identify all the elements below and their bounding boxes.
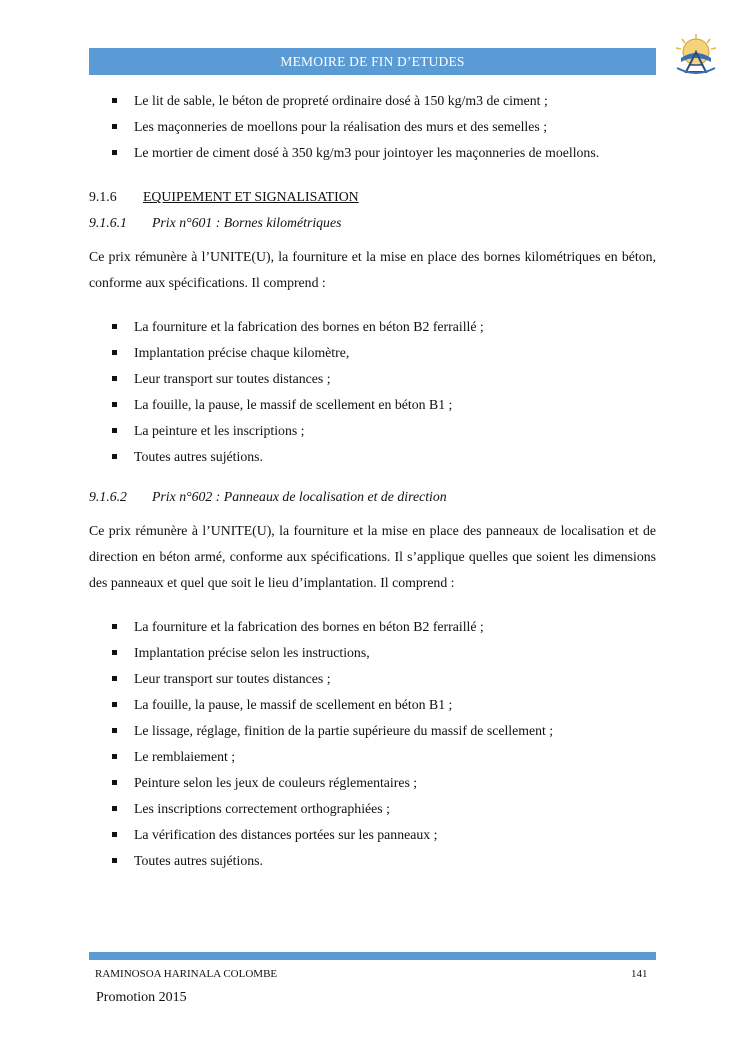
list-item: Le lissage, réglage, finition de la partie supérieure du massif de scellement ; (89, 718, 656, 744)
list-item: Leur transport sur toutes distances ; (89, 666, 656, 692)
footer-bar (89, 952, 656, 960)
list-item: Les maçonneries de moellons pour la réalisation des murs et des semelles ; (89, 114, 656, 140)
header-bar (89, 48, 656, 75)
list-item: Leur transport sur toutes distances ; (89, 366, 656, 392)
subsection-title: Prix n°601 : Bornes kilométriques (152, 215, 342, 230)
paragraph-602: Ce prix rémunère à l’UNITE(U), la fourniture et la mise en place des panneaux de localisation et de direction en béton armé, conforme aux spécifications. Il s’applique quelles que soient les dimensions des panneaux et quel que soit le lieu d’implantation. Il comprend : (89, 523, 656, 590)
section-title: EQUIPEMENT ET SIGNALISATION (143, 189, 359, 204)
subsection-number: 9.1.6.1 (89, 215, 127, 230)
list-item: Les inscriptions correctement orthographiées ; (89, 796, 656, 822)
section-number: 9.1.6 (89, 189, 117, 204)
footer-promotion: Promotion 2015 (96, 990, 187, 1005)
list-item: Toutes autres sujétions. (89, 444, 656, 470)
list-item: Le remblaiement ; (89, 744, 656, 770)
list-item: La fourniture et la fabrication des bornes en béton B2 ferraillé ; (89, 614, 656, 640)
bullet-list-601 (89, 314, 656, 470)
header-title: MEMOIRE DE FIN D’ETUDES (280, 54, 465, 69)
list-item: La fouille, la pause, le massif de scellement en béton B1 ; (89, 392, 656, 418)
list-item: La fouille, la pause, le massif de scellement en béton B1 ; (89, 692, 656, 718)
intro-bullet-list (89, 88, 656, 166)
list-item: La vérification des distances portées sur les panneaux ; (89, 822, 656, 848)
subsection-heading-602 (89, 484, 656, 509)
list-item: La peinture et les inscriptions ; (89, 418, 656, 444)
list-item: La fourniture et la fabrication des bornes en béton B2 ferraillé ; (89, 314, 656, 340)
bullet-list-602 (89, 614, 656, 874)
list-item: Implantation précise selon les instructions, (89, 640, 656, 666)
subsection-title: Prix n°602 : Panneaux de localisation et de direction (152, 489, 447, 504)
footer-author: RAMINOSOA HARINALA COLOMBE (95, 968, 278, 980)
list-item: Peinture selon les jeux de couleurs réglementaires ; (89, 770, 656, 796)
list-item: Toutes autres sujétions. (89, 848, 656, 874)
page-content (89, 88, 656, 874)
school-logo-icon (673, 34, 719, 76)
list-item: Le mortier de ciment dosé à 350 kg/m3 pour jointoyer les maçonneries de moellons. (89, 140, 656, 166)
subsection-number: 9.1.6.2 (89, 489, 127, 504)
list-item: Implantation précise chaque kilomètre, (89, 340, 656, 366)
subsection-heading-601 (89, 210, 656, 235)
section-heading (89, 183, 656, 210)
paragraph-601: Ce prix rémunère à l’UNITE(U), la fourniture et la mise en place des bornes kilométriques en béton, conforme aux spécifications. Il comprend : (89, 249, 656, 290)
page-number: 141 (631, 968, 648, 980)
list-item: Le lit de sable, le béton de propreté ordinaire dosé à 150 kg/m3 de ciment ; (89, 88, 656, 114)
